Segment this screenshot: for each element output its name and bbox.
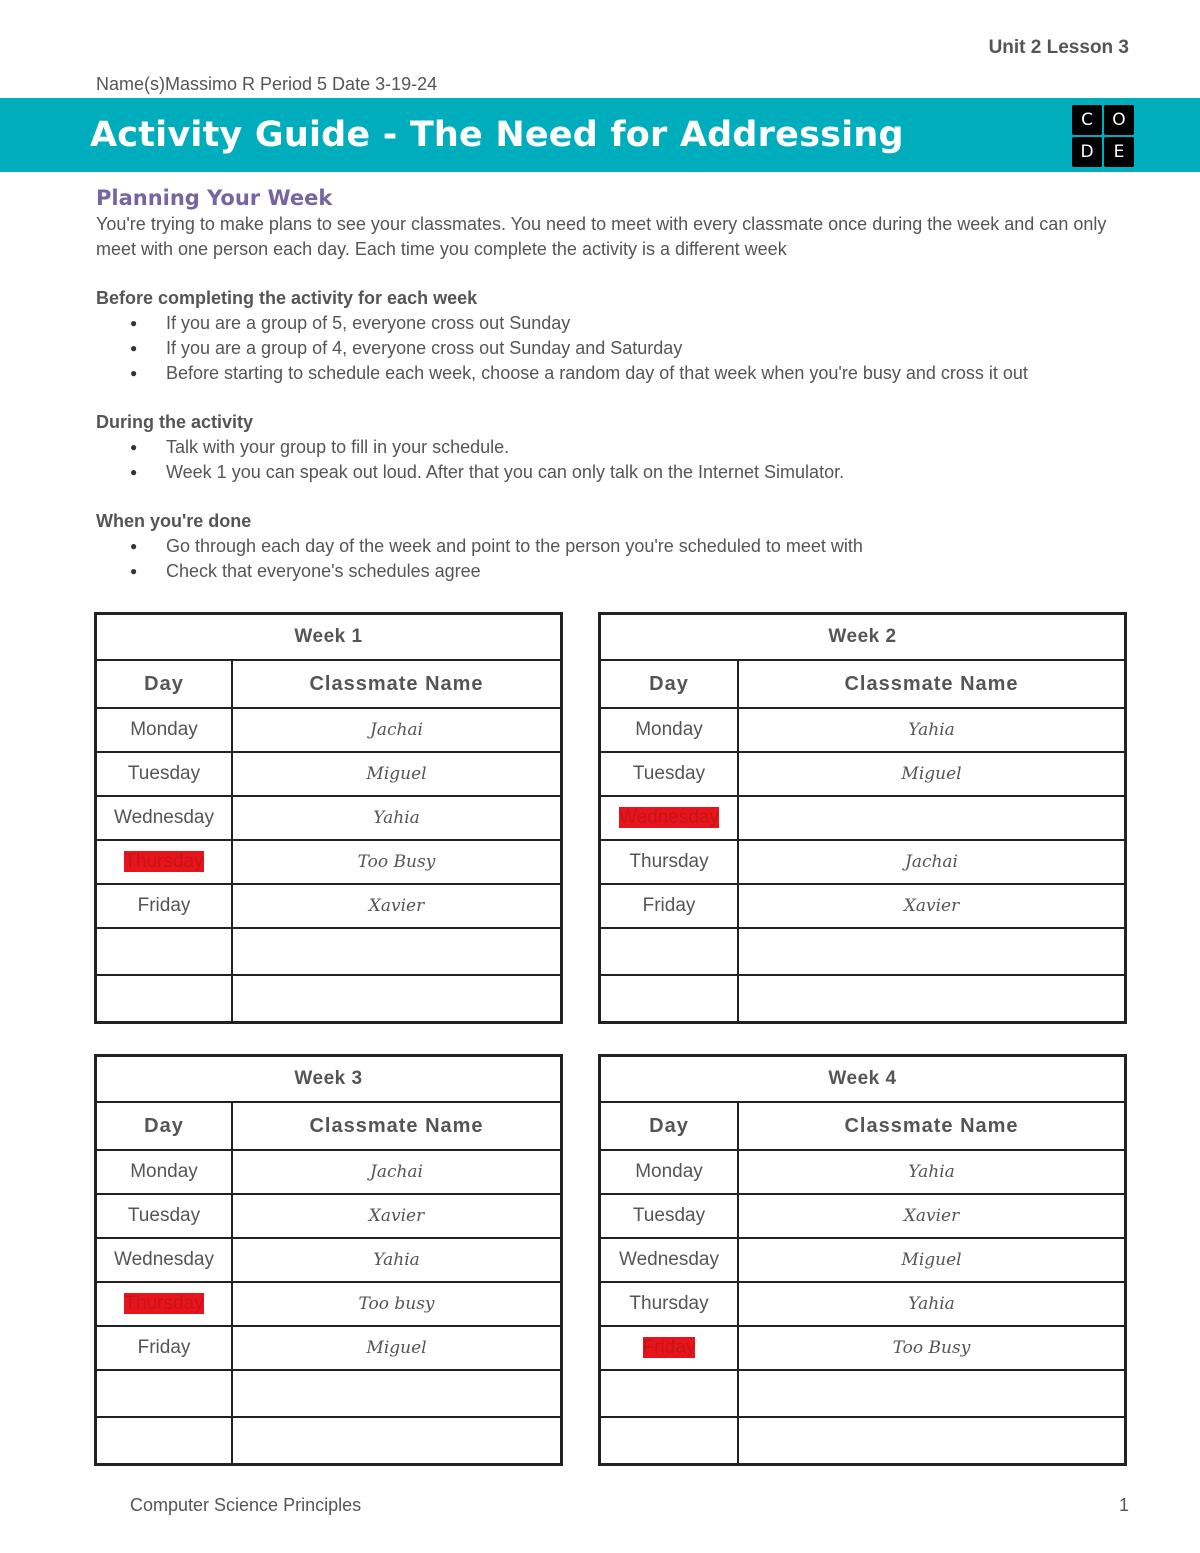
day-cell: Monday	[635, 1161, 703, 1182]
done-list	[96, 534, 1136, 584]
busy-day-cell: Friday	[642, 1337, 696, 1358]
week-title: Week 1	[96, 614, 562, 661]
empty-cell[interactable]	[96, 1417, 233, 1465]
busy-day-cell: Thursday	[124, 851, 204, 872]
classmate-cell[interactable]: Xavier	[368, 896, 425, 916]
classmate-cell[interactable]: Xavier	[903, 1206, 960, 1226]
logo-letter: E	[1104, 137, 1134, 167]
empty-cell[interactable]	[232, 928, 562, 975]
classmate-cell[interactable]: Yahia	[908, 1294, 955, 1314]
name-column-header: Classmate Name	[738, 660, 1126, 708]
classmate-cell[interactable]: Miguel	[901, 1250, 962, 1270]
empty-cell[interactable]	[96, 975, 233, 1023]
empty-cell[interactable]	[96, 928, 233, 975]
name-column-header: Classmate Name	[738, 1102, 1126, 1150]
name-column-header: Classmate Name	[232, 1102, 562, 1150]
intro-paragraph: You're trying to make plans to see your classmates. You need to meet with every classmate once during the week and can only meet with one person each day. Each time you complete the activity is a different week	[96, 214, 1107, 259]
day-cell: Tuesday	[127, 763, 201, 784]
empty-cell[interactable]	[600, 975, 739, 1023]
empty-cell[interactable]	[738, 1370, 1126, 1417]
day-cell: Monday	[635, 719, 703, 740]
day-column-header: Day	[96, 1102, 233, 1150]
day-cell: Tuesday	[632, 763, 706, 784]
empty-cell[interactable]	[600, 1417, 739, 1465]
logo-letter: C	[1072, 105, 1102, 135]
empty-cell[interactable]	[738, 1417, 1126, 1465]
day-cell: Wednesday	[114, 1249, 214, 1270]
list-item: ● Talk with your group to fill in your schedule.	[166, 435, 1136, 460]
empty-cell[interactable]	[232, 975, 562, 1023]
title-banner	[0, 98, 1200, 172]
classmate-cell[interactable]: Yahia	[373, 1250, 420, 1270]
week-4-table	[598, 1054, 1127, 1466]
footer-course: Computer Science Principles	[130, 1495, 362, 1515]
instructions-section	[96, 184, 1136, 584]
classmate-cell[interactable]: Miguel	[366, 1338, 427, 1358]
classmate-cell[interactable]: Yahia	[373, 808, 420, 828]
week-1-table	[94, 612, 563, 1024]
list-item: ● If you are a group of 4, everyone cross out Sunday and Saturday	[166, 336, 1136, 361]
week-title: Week 3	[96, 1056, 562, 1103]
during-list	[96, 435, 1136, 485]
classmate-cell[interactable]: Jachai	[370, 720, 423, 740]
page-title: Activity Guide - The Need for Addressing	[90, 115, 904, 155]
week-title: Week 2	[600, 614, 1126, 661]
logo-letter: O	[1104, 105, 1134, 135]
empty-cell[interactable]	[232, 1417, 562, 1465]
busy-day-cell: Wednesday	[619, 807, 719, 828]
busy-day-cell: Thursday	[124, 1293, 204, 1314]
during-heading: During the activity	[96, 412, 254, 432]
classmate-cell[interactable]: Yahia	[908, 1162, 955, 1182]
classmate-cell[interactable]: Jachai	[370, 1162, 423, 1182]
classmate-cell[interactable]: Miguel	[366, 764, 427, 784]
day-cell: Tuesday	[127, 1205, 201, 1226]
week-title: Week 4	[600, 1056, 1126, 1103]
day-cell: Wednesday	[619, 1249, 719, 1270]
day-cell: Wednesday	[114, 807, 214, 828]
logo-letter: D	[1072, 137, 1102, 167]
classmate-cell[interactable]: Too Busy	[357, 852, 436, 872]
classmate-cell[interactable]: Too Busy	[892, 1338, 971, 1358]
code-logo	[1072, 105, 1134, 167]
day-column-header: Day	[600, 660, 739, 708]
empty-cell[interactable]	[96, 1370, 233, 1417]
empty-cell[interactable]	[600, 928, 739, 975]
day-cell: Monday	[130, 1161, 198, 1182]
planning-heading: Planning Your Week	[96, 186, 333, 210]
student-info-line: Name(s)Massimo R Period 5 Date 3-19-24	[96, 74, 438, 94]
day-cell: Tuesday	[632, 1205, 706, 1226]
day-cell: Friday	[642, 895, 696, 916]
week-2-table	[598, 612, 1127, 1024]
before-heading: Before completing the activity for each week	[96, 288, 478, 308]
week-3-table	[94, 1054, 563, 1466]
classmate-cell[interactable]: Miguel	[901, 764, 962, 784]
empty-cell[interactable]	[738, 975, 1126, 1023]
day-column-header: Day	[96, 660, 233, 708]
empty-cell[interactable]	[738, 928, 1126, 975]
before-list	[96, 311, 1136, 386]
empty-cell[interactable]	[600, 1370, 739, 1417]
list-item: ● Week 1 you can speak out loud. After that you can only talk on the Internet Simulator.	[166, 460, 1136, 485]
classmate-cell[interactable]: Xavier	[903, 896, 960, 916]
done-heading: When you're done	[96, 511, 252, 531]
classmate-cell[interactable]: Xavier	[368, 1206, 425, 1226]
name-column-header: Classmate Name	[232, 660, 562, 708]
classmate-cell[interactable]: Jachai	[905, 852, 958, 872]
classmate-cell[interactable]: Too busy	[358, 1294, 435, 1314]
day-cell: Thursday	[629, 851, 709, 872]
list-item: ● If you are a group of 5, everyone cross out Sunday	[166, 311, 1136, 336]
list-item: ● Go through each day of the week and point to the person you're scheduled to meet with	[166, 534, 1136, 559]
day-cell: Monday	[130, 719, 198, 740]
page-number: 1	[1118, 1495, 1129, 1515]
classmate-cell[interactable]: Yahia	[908, 720, 955, 740]
day-cell: Friday	[137, 895, 191, 916]
day-cell: Thursday	[629, 1293, 709, 1314]
day-column-header: Day	[600, 1102, 739, 1150]
list-item: ● Before starting to schedule each week, choose a random day of that week when you're busy and cross it out	[166, 361, 1136, 386]
unit-lesson-label: Unit 2 Lesson 3	[988, 37, 1129, 58]
day-cell: Friday	[137, 1337, 191, 1358]
list-item: ● Check that everyone's schedules agree	[166, 559, 1136, 584]
empty-cell[interactable]	[232, 1370, 562, 1417]
